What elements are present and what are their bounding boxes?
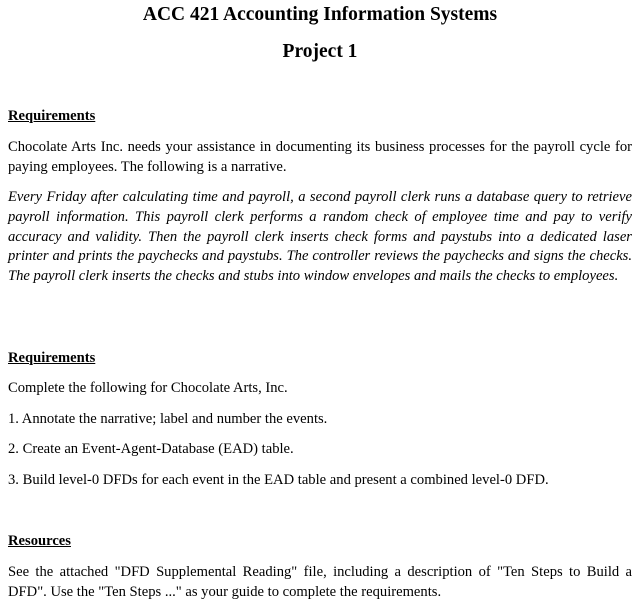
section-heading: Resources [8, 533, 71, 549]
document-subtitle: Project 1 [282, 41, 358, 62]
narrative-paragraph: Every Friday after calculating time and payroll, a second payroll clerk runs a database query to retrieve payroll information. This payroll clerk performs a random check of employee time and pay to verify accuracy and validity. Then the payroll clerk inserts check forms and paystubs into a dedicated laser printer and prints the paychecks and paystubs. The controller reviews the paychecks and signs the checks. The payroll clerk inserts the checks and stubs into window envelopes and mails the checks to employees. [8, 189, 632, 285]
intro-paragraph: Chocolate Arts Inc. needs your assistance in documenting its business processes for the payroll cycle for paying employees. The following is a narrative. [8, 139, 632, 175]
resources-paragraph: See the attached "DFD Supplemental Reading" file, including a description of "Ten Steps to Build a DFD". Use the "Ten Steps ..." as your guide to complete the requirements. [8, 564, 632, 600]
list-item: 3. Build level-0 DFDs for each event in the EAD table and present a combined level-0 DFD. [8, 472, 549, 488]
requirements-intro: Complete the following for Chocolate Arts, Inc. [8, 380, 288, 396]
section-heading: Requirements [8, 108, 96, 124]
section-heading: Requirements [8, 350, 96, 366]
list-item: 2. Create an Event-Agent-Database (EAD) table. [8, 441, 294, 457]
document-title: ACC 421 Accounting Information Systems [142, 4, 498, 25]
list-item: 1. Annotate the narrative; label and number the events. [8, 411, 328, 427]
